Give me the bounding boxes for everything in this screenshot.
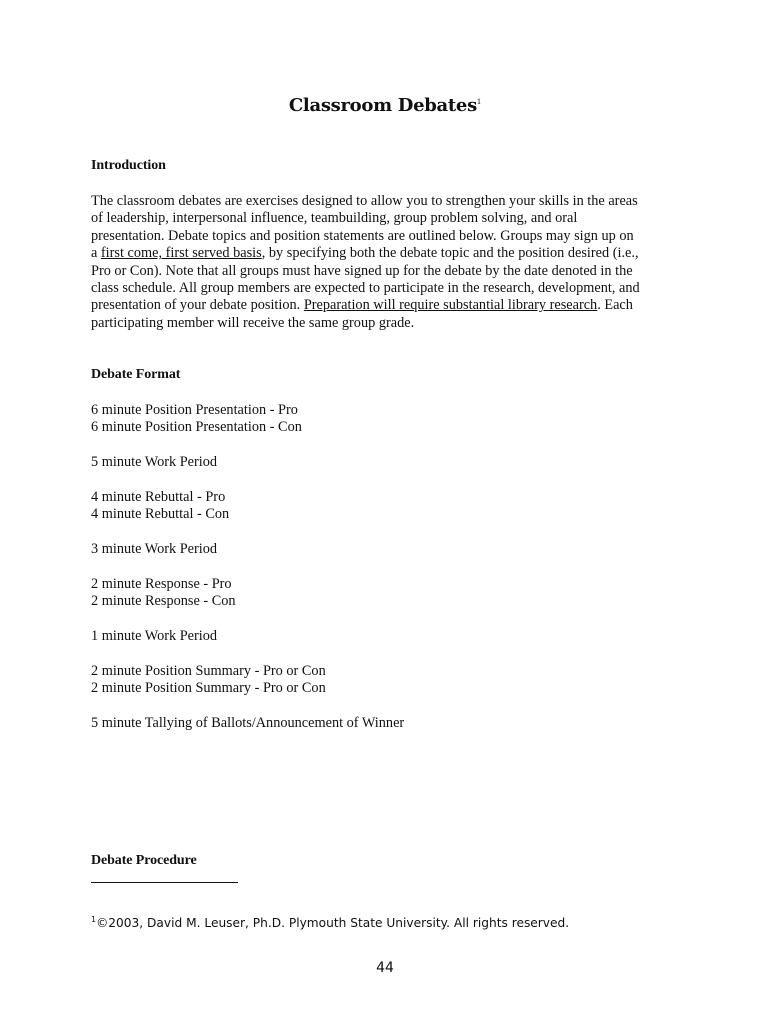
format-item: 2 minute Response - Pro: [91, 576, 232, 592]
paragraph-text: . Each: [597, 297, 633, 314]
paragraph-text: participating member will receive the same group grade.: [91, 314, 415, 331]
paragraph-line: [91, 297, 681, 314]
section-heading-debate-format: Debate Format: [91, 367, 181, 382]
format-item: 4 minute Rebuttal - Con: [91, 506, 230, 523]
paragraph-text: , by specifying both the debate topic and the position desired (i.e.,: [261, 245, 639, 262]
paragraph-line: [91, 245, 681, 262]
paragraph-text: class schedule. All group members are expected to participate in the research, development, and: [91, 280, 640, 297]
title-footnote-marker: 1: [476, 98, 482, 106]
paragraph-line: [91, 263, 681, 280]
paragraph-text: of leadership, interpersonal influence, teambuilding, group problem solving, and oral: [91, 210, 578, 227]
paragraph-text: Pro or Con). Note that all groups must have signed up for the debate by the date denoted in the: [91, 262, 633, 279]
paragraph-line: [91, 210, 681, 227]
format-item: 6 minute Position Presentation - Pro: [91, 402, 298, 418]
paragraph-line: [91, 228, 681, 245]
paragraph-text: presentation of your debate position.: [91, 297, 304, 314]
format-item: 6 minute Position Presentation - Con: [91, 419, 302, 436]
footnote-separator: [91, 882, 238, 883]
format-item: 1 minute Work Period: [91, 628, 218, 645]
paragraph-text: The classroom debates are exercises designed to allow you to strengthen your skills in the areas: [91, 193, 638, 209]
document-title-text: Classroom Debates: [288, 95, 477, 116]
section-heading-debate-procedure: Debate Procedure: [91, 853, 197, 868]
paragraph-text: presentation. Debate topics and position statements are outlined below. Groups may sign up on: [91, 227, 634, 244]
paragraph-line: [91, 315, 681, 332]
footnote-text: ©2003, David M. Leuser, Ph.D. Plymouth State University. All rights reserved.: [96, 916, 570, 931]
format-item: 2 minute Response - Con: [91, 593, 236, 610]
section-heading-introduction: Introduction: [91, 158, 166, 173]
introduction-paragraph: [91, 193, 681, 332]
format-item: 2 minute Position Summary - Pro or Con: [91, 663, 326, 679]
footnote-marker: 1: [91, 915, 97, 924]
format-item: 3 minute Work Period: [91, 541, 218, 558]
document-title: [0, 95, 770, 116]
paragraph-line: [91, 280, 681, 297]
page-number: 44: [376, 960, 394, 976]
format-item: 5 minute Tallying of Ballots/Announcement of Winner: [91, 715, 405, 732]
footnote: [91, 915, 569, 930]
format-item: 4 minute Rebuttal - Pro: [91, 489, 226, 505]
format-item: 5 minute Work Period: [91, 454, 218, 471]
underlined-text: Preparation will require substantial library research: [303, 297, 598, 314]
format-item: 2 minute Position Summary - Pro or Con: [91, 680, 326, 697]
underlined-text: first come, first served basis: [100, 245, 262, 262]
paragraph-line: [91, 193, 681, 210]
paragraph-text: a: [91, 245, 101, 262]
